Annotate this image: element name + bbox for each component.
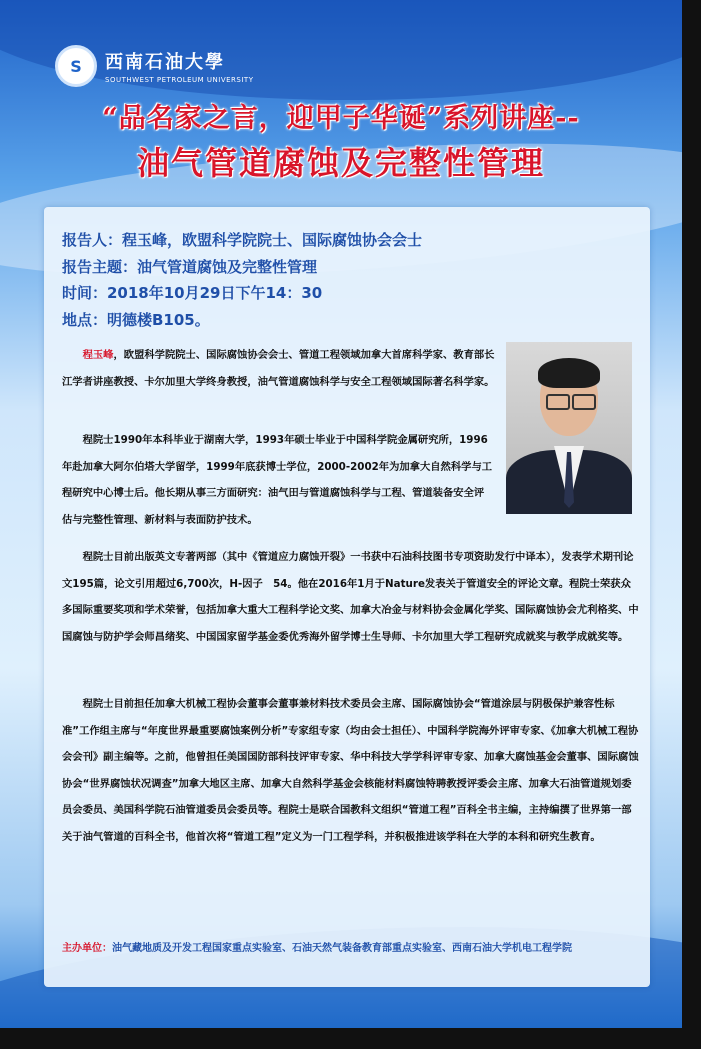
university-name-cn: 西南石油大學 bbox=[105, 52, 225, 73]
sponsor-value: 油气藏地质及开发工程国家重点实验室、石油天然气装备教育部重点实验室、西南石油大学机电工程学院 bbox=[112, 943, 572, 954]
bio-paragraph-3 bbox=[62, 544, 640, 650]
speaker-name: 程玉峰 bbox=[82, 349, 114, 361]
time-line: 时间：2018年10月29日下午14：30 bbox=[62, 284, 323, 302]
lecture-series-title: “品名家之言，迎甲子华诞”系列讲座-- bbox=[102, 103, 580, 134]
lecture-info bbox=[62, 227, 422, 333]
bio-p4-text: 程院士目前担任加拿大机械工程协会董事会董事兼材料技术委员会主席、国际腐蚀协会“管道涂层与阴极保护兼容性标准”工作组主席与“年度世界最重要腐蚀案例分析”专家组专家（均由会士担任）、中国科学院海外评审专家、《加拿大机械工程协会会刊》副主编等。之前，他曾担任美国国防部科技评审专家、华中科技大学学科评审专家、加拿大腐蚀基金会董事、国际腐蚀协会“世界腐蚀状况调查”加拿大地区主席、加拿大自然科学基金会核能材料腐蚀特聘教授评委会主席、加拿大石油管道规划委员会委员、美国科学院石油管道委员会委员等。程院士是联合国教科文组织“管道工程”百科全书主编，主持编撰了世界第一部关于油气管道的百科全书，他首次将“管道工程”定义为一门工程学科，并积极推进该学科在大学的本科和研究生教育。 bbox=[62, 698, 639, 843]
sponsor-line bbox=[62, 939, 572, 954]
bio-p1-text: ，欧盟科学院院士、国际腐蚀协会会士、管道工程领域加拿大首席科学家、教育部长江学者讲座教授、卡尔加里大学终身教授，油气管道腐蚀科学与安全工程领域国际著名科学家。 bbox=[62, 349, 495, 388]
lecture-title: 油气管道腐蚀及完整性管理 bbox=[136, 144, 545, 182]
sponsor-label: 主办单位： bbox=[62, 943, 112, 954]
speaker-photo bbox=[506, 342, 632, 514]
bio-p2-text: 程院士1990年本科毕业于湖南大学，1993年硕士毕业于中国科学院金属研究所，1996年赴加拿大阿尔伯塔大学留学，1999年底获博士学位，2000-2002年为加拿大自然科学与工程研究中心博士后。他长期从事三方面研究：油气田与管道腐蚀科学与工程、管道装备安全评估与完整性管理、新材料与表面防护技术。 bbox=[62, 434, 493, 526]
bio-paragraph-4 bbox=[62, 691, 640, 850]
university-emblem-icon: S bbox=[55, 45, 97, 87]
university-name-en: SOUTHWEST PETROLEUM UNIVERSITY bbox=[105, 76, 254, 84]
place-line: 地点：明德楼B105。 bbox=[62, 310, 210, 329]
bio-p3-text: 程院士目前出版英文专著两部（其中《管道应力腐蚀开裂》一书获中石油科技图书专项资助发行中译本），发表学术期刊论文195篇，论文引用超过6,700次，H-因子 54。他在2016年1月于Nature发表关于管道安全的评论文章。程院士荣获众多国际重要奖项和学术荣誉，包括加拿大重大工程科学论文奖、加拿大冶金与材料协会金属化学奖、国际腐蚀协会尤利格奖、中国腐蚀与防护学会师昌绪奖、中国国家留学基金委优秀海外留学博士生导师、卡尔加里大学工程研究成就奖与教学成就奖等。 bbox=[62, 551, 639, 643]
topic-line: 报告主题：油气管道腐蚀及完整性管理 bbox=[62, 257, 318, 276]
speaker-line: 报告人：程玉峰，欧盟科学院院士、国际腐蚀协会会士 bbox=[62, 231, 423, 249]
bio-paragraph-1 bbox=[62, 342, 500, 395]
university-logo bbox=[55, 45, 253, 87]
